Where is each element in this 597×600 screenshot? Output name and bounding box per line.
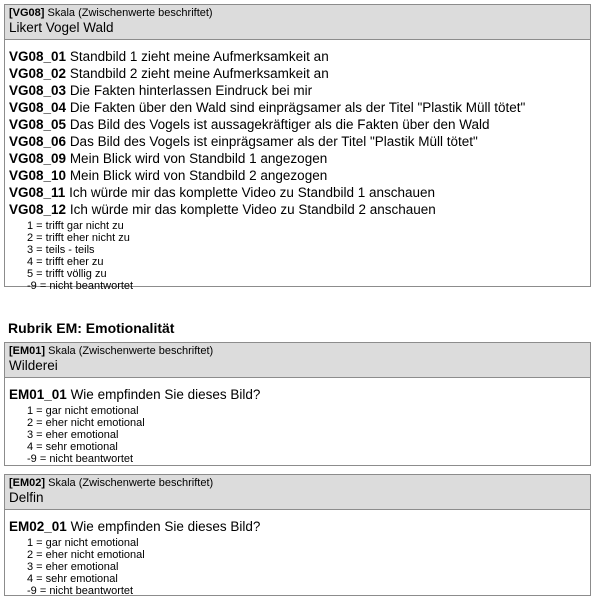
item-text: Das Bild des Vogels ist aussagekräftiger als die Fakten über den Wald — [69, 117, 490, 132]
section-heading: Rubrik EM: Emotionalität — [8, 320, 175, 336]
option-label: -9 = nicht beantwortet — [27, 453, 134, 465]
option-label: 5 = trifft völlig zu — [27, 268, 107, 280]
item-row — [9, 116, 586, 133]
item-row — [9, 386, 586, 403]
question-code: [VG08] — [9, 7, 45, 19]
item-code: VG08_11 — [9, 185, 66, 200]
question-block-em01 — [4, 342, 591, 466]
item-row — [9, 133, 586, 150]
item-code: EM02_01 — [9, 519, 67, 534]
question-header — [5, 475, 590, 510]
item-code: VG08_06 — [9, 134, 67, 149]
option-label: 4 = sehr emotional — [27, 573, 118, 585]
question-type: Skala (Zwischenwerte beschriftet) — [48, 477, 214, 489]
item-code: VG08_04 — [9, 100, 67, 115]
option-label: 2 = trifft eher nicht zu — [27, 232, 130, 244]
item-list — [9, 48, 586, 218]
item-row — [9, 167, 586, 184]
item-row — [9, 99, 586, 116]
option-label: 1 = trifft gar nicht zu — [27, 220, 124, 232]
option-label: 1 = gar nicht emotional — [27, 405, 139, 417]
question-block-vg08 — [4, 4, 591, 292]
item-code: VG08_02 — [9, 66, 67, 81]
item-text: Die Fakten über den Wald sind einprägsamer als der Titel "Plastik Müll tötet" — [69, 100, 526, 115]
item-text: Ich würde mir das komplette Video zu Standbild 1 anschauen — [69, 185, 436, 200]
option-label: 3 = teils - teils — [27, 244, 95, 256]
item-row — [9, 184, 586, 201]
item-code: VG08_12 — [9, 202, 67, 217]
question-body — [5, 40, 590, 292]
question-type: Skala (Zwischenwerte beschriftet) — [47, 7, 213, 19]
item-text: Die Fakten hinterlassen Eindruck bei mir — [69, 83, 313, 98]
item-text: Mein Blick wird von Standbild 2 angezogen — [69, 168, 328, 183]
option-list — [27, 537, 586, 597]
question-type: Skala (Zwischenwerte beschriftet) — [48, 345, 214, 357]
item-row — [9, 48, 586, 65]
question-code: [EM01] — [9, 345, 46, 357]
option-label: 2 = eher nicht emotional — [27, 549, 145, 561]
question-title: Wilderei — [9, 358, 58, 373]
item-code: EM01_01 — [9, 387, 67, 402]
option-list — [27, 220, 586, 292]
question-header — [5, 5, 590, 40]
item-text: Das Bild des Vogels ist einprägsamer als der Titel "Plastik Müll tötet" — [69, 134, 478, 149]
option-label: 4 = trifft eher zu — [27, 256, 104, 268]
question-body — [5, 510, 590, 597]
item-text: Wie empfinden Sie dieses Bild? — [70, 387, 261, 402]
item-text: Standbild 1 zieht meine Aufmerksamkeit an — [69, 49, 329, 64]
option-label: -9 = nicht beantwortet — [27, 585, 134, 597]
item-text: Standbild 2 zieht meine Aufmerksamkeit an — [69, 66, 329, 81]
question-title: Likert Vogel Wald — [9, 20, 114, 35]
item-text: Mein Blick wird von Standbild 1 angezogen — [69, 151, 328, 166]
item-code: VG08_09 — [9, 151, 67, 166]
item-code: VG08_01 — [9, 49, 67, 64]
option-label: 1 = gar nicht emotional — [27, 537, 139, 549]
item-row — [9, 518, 586, 535]
option-list — [27, 405, 586, 465]
option-label: 3 = eher emotional — [27, 561, 119, 573]
question-title: Delfin — [9, 490, 44, 505]
item-code: VG08_05 — [9, 117, 67, 132]
item-row — [9, 82, 586, 99]
item-row — [9, 65, 586, 82]
question-header — [5, 343, 590, 378]
question-body — [5, 378, 590, 465]
option-label: 3 = eher emotional — [27, 429, 119, 441]
question-code: [EM02] — [9, 477, 46, 489]
question-block-em02 — [4, 474, 591, 596]
item-text: Wie empfinden Sie dieses Bild? — [70, 519, 261, 534]
option-label: 4 = sehr emotional — [27, 441, 118, 453]
item-row — [9, 201, 586, 218]
item-text: Ich würde mir das komplette Video zu Standbild 2 anschauen — [69, 202, 436, 217]
item-row — [9, 150, 586, 167]
item-code: VG08_10 — [9, 168, 67, 183]
option-label: 2 = eher nicht emotional — [27, 417, 145, 429]
item-code: VG08_03 — [9, 83, 67, 98]
option-label: -9 = nicht beantwortet — [27, 280, 134, 292]
